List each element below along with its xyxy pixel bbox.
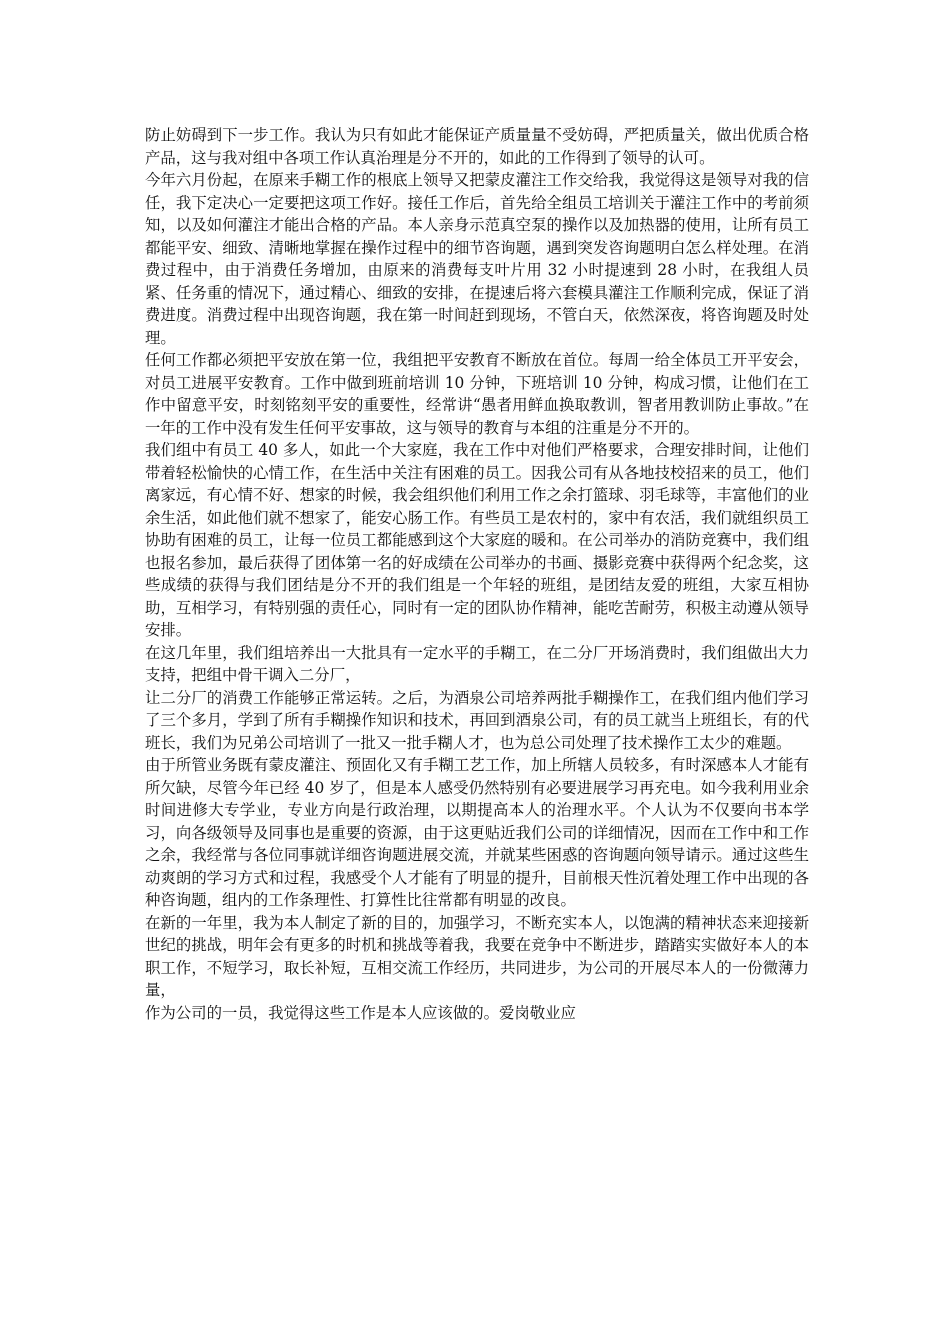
document-body [145,124,809,1024]
paragraph-9: 作为公司的一员，我觉得这些工作是本人应该做的。爱岗敬业应 [145,1003,576,1022]
paragraph-5: 在这几年里，我们组培养出一大批具有一定水平的手糊工，在二分厂开场消费时，我们组做出大力支持，把组中骨干调入二分厂， [145,643,809,684]
paragraph-3: 任何工作都必须把平安放在第一位，我组把平安教育不断放在首位。每周一给全体员工开平安会，对员工进展平安教育。工作中做到班前培训 10 分钟，下班培训 10 分钟，构成习惯，让他们在工作中留意平安，时刻铭刻平安的重要性，经常讲“愚者用鲜血换取教训，智者用教训防止事故。”在一年的工作中没有发生任何平安事故，这与领导的教育与本组的注重是分不开的。 [145,351,809,437]
paragraph-1: 防止妨碍到下一步工作。我认为只有如此才能保证产质量量不受妨碍，严把质量关，做出优质合格产品，这与我对组中各项工作认真治理是分不开的，如此的工作得到了领导的认可。 [145,126,809,167]
paragraph-6: 让二分厂的消费工作能够正常运转。之后，为酒泉公司培养两批手糊操作工，在我们组内他们学习了三个多月，学到了所有手糊操作知识和技术，再回到酒泉公司，有的员工就当上班组长，有的代班长，我们为兄弟公司培训了一批又一批手糊人才，也为总公司处理了技术操作工太少的难题。 [145,688,809,752]
paragraph-7: 由于所管业务既有蒙皮灌注、预固化又有手糊工艺工作，加上所辖人员较多，有时深感本人才能有所欠缺，尽管今年已经 40 岁了，但是本人感受仍然特别有必要进展学习再充电。如今我利用业余时间进修大专学业，专业方向是行政治理，以期提高本人的治理水平。个人认为不仅要向书本学习，向各级领导及同事也是重要的资源，由于这更贴近我们公司的详细情况，因而在工作中和工作之余，我经常与各位同事就详细咨询题进展交流，并就某些困惑的咨询题向领导请示。通过这些生动爽朗的学习方式和过程，我感受个人才能有了明显的提升，目前根天性沉着处理工作中出现的各种咨询题，组内的工作条理性、打算性比往常都有明显的改良。 [145,756,809,909]
paragraph-2: 今年六月份起，在原来手糊工作的根底上领导又把蒙皮灌注工作交给我，我觉得这是领导对我的信任，我下定决心一定要把这项工作好。接任工作后，首先给全组员工培训关于灌注工作中的考前须知，以及如何灌注才能出合格的产品。本人亲身示范真空泵的操作以及加热器的使用，让所有员工都能平安、细致、清晰地掌握在操作过程中的细节咨询题，遇到突发咨询题明白怎么样处理。在消费过程中，由于消费任务增加，由原来的消费每支叶片用 32 小时提速到 28 小时，在我组人员紧、任务重的情况下，通过精心、细致的安排，在提速后将六套模具灌注工作顺利完成，保证了消费进度。消费过程中出现咨询题，我在第一时间赶到现场，不管白天，依然深夜，将咨询题及时处理。 [145,171,809,347]
paragraph-4: 我们组中有员工 40 多人，如此一个大家庭，我在工作中对他们严格要求，合理安排时间，让他们带着轻松愉快的心情工作，在生活中关注有困难的员工。因我公司有从各地技校招来的员工，他们离家远，有心情不好、想家的时候，我会组织他们利用工作之余打篮球、羽毛球等，丰富他们的业余生活，如此他们就不想家了，能安心肠工作。有些员工是农村的，家中有农活，我们就组织员工协助有困难的员工，让每一位员工都能感到这个大家庭的暖和。在公司举办的消防竞赛中，我们组也报名参加，最后获得了团体第一名的好成绩在公司举办的书画、摄影竞赛中获得两个纪念奖，这些成绩的获得与我们团结是分不开的我们组是一个年轻的班组，是团结友爱的班组，大家互相协助，互相学习，有特别强的责任心，同时有一定的团队协作精神，能吃苦耐劳，积极主动遵从领导安排。 [145,441,809,639]
paragraph-8: 在新的一年里，我为本人制定了新的目的，加强学习，不断充实本人，以饱满的精神状态来迎接新世纪的挑战，明年会有更多的时机和挑战等着我，我要在竞争中不断进步，踏踏实实做好本人的本职工作，不短学习，取长补短，互相交流工作经历，共同进步，为公司的开展尽本人的一份微薄力量， [145,913,809,999]
